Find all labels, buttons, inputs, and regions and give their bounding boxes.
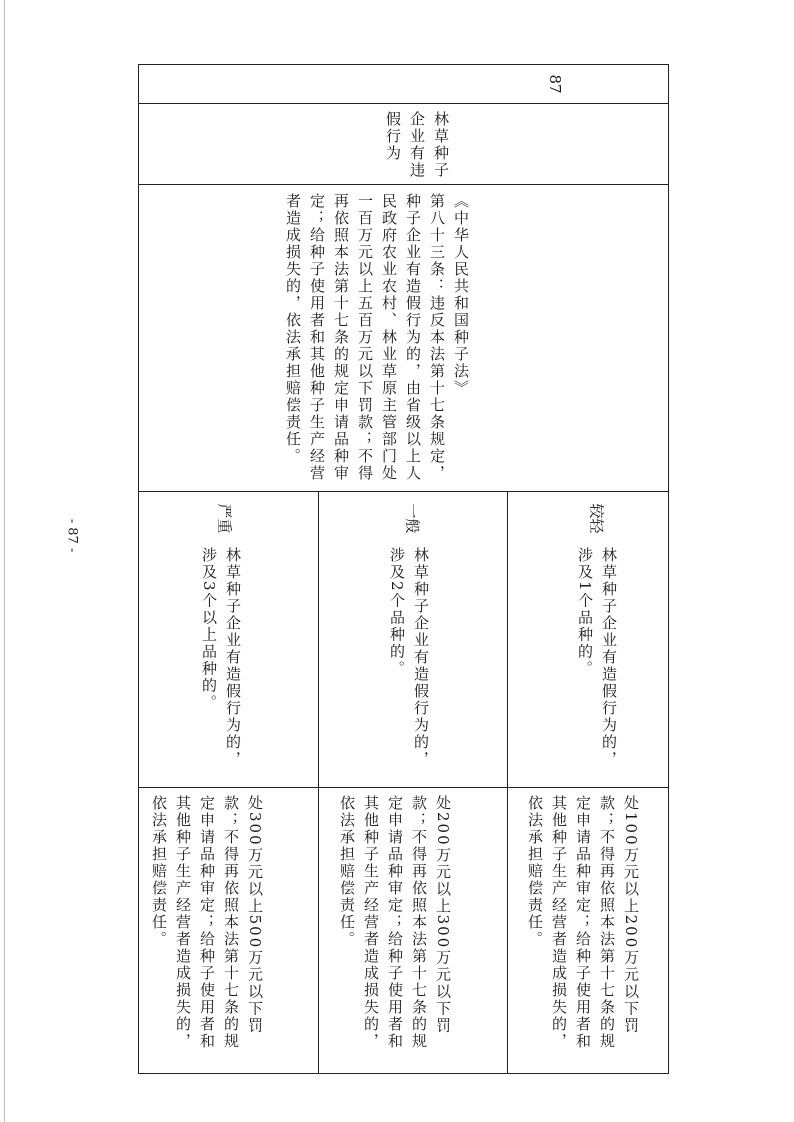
circumstance-light: 林草种子企业有造假行为的，涉及1个品种的。 xyxy=(576,547,618,768)
penalty-light: 处100万元以上200万元以下罚款；不得再依照本法第十七条的规定申请品种审定；给种子使用者和其他种子生产经营者造成损失的，依法承担赔偿责任。 xyxy=(526,795,640,1050)
level-label-normal: 一般 xyxy=(403,503,422,534)
circumstance-normal: 林草种子企业有造假行为的，涉及2个品种的。 xyxy=(388,547,430,768)
level-divider-1 xyxy=(318,491,319,1073)
header-divider xyxy=(139,103,668,104)
violation-title: 林草种子企业有违假行为 xyxy=(384,111,450,179)
law-provision: 《中华人民共和国种子法》 第八十三条：违反本法第十七条规定，种子企业有造假行为的，由省级以上人民政府农业农村、林业草原主管部门处一百万元以上五百万元以下罚款；不得再依照本法第十七条的规定申请品种审定；给种子使用者和其他种子生产经营者造成损失的，依法承担赔偿责任。 xyxy=(284,193,470,482)
penalty-table xyxy=(138,64,669,1074)
scan-edge xyxy=(4,0,5,1122)
level-divider-2 xyxy=(507,491,508,1073)
sequence-number: 87 xyxy=(546,74,564,94)
circumstance-serious: 林草种子企业有造假行为的，涉及3个以上品种的。 xyxy=(200,547,242,768)
violation-divider xyxy=(139,184,668,185)
circumstance-divider xyxy=(139,787,668,788)
page-number: - 87 - xyxy=(64,518,80,553)
level-label-serious: 严重 xyxy=(215,503,234,534)
penalty-serious: 处300万元以上500万元以下罚款；不得再依照本法第十七条的规定申请品种审定；给种子使用者和其他种子生产经营者造成损失的，依法承担赔偿责任。 xyxy=(150,795,264,1050)
level-label-light: 较轻 xyxy=(587,503,606,534)
penalty-normal: 处200万元以上300万元以下罚款；不得再依照本法第十七条的规定申请品种审定；给种子使用者和其他种子生产经营者造成损失的，依法承担赔偿责任。 xyxy=(338,795,452,1050)
